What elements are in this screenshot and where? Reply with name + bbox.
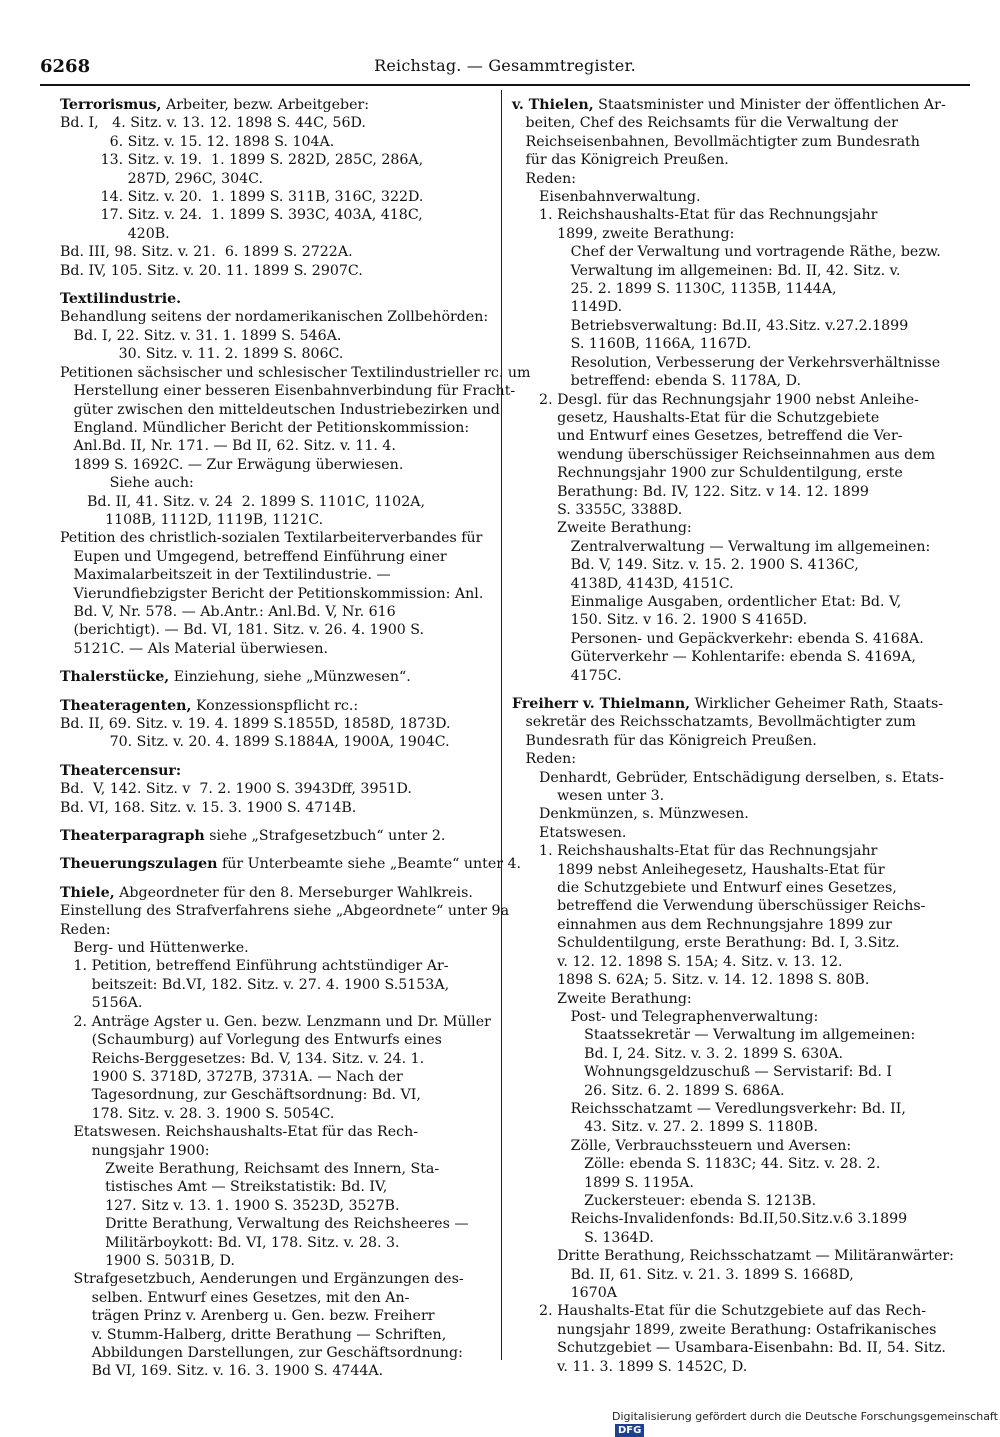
entry-text: 26. Sitz. 6. 2. 1899 S. 686A.	[512, 1082, 785, 1099]
entry-line	[60, 855, 522, 873]
entry-text: 5156A.	[60, 995, 143, 1012]
entry-text: 13. Sitz. v. 19. 1. 1899 S. 282D, 285C, 286A,	[60, 152, 424, 169]
entry-text: Anl.Bd. II, Nr. 171. — Bd II, 62. Sitz. v. 11. 4.	[60, 438, 396, 455]
entry-text: Petition des christlich-sozialen Textilarbeiterverbandes für	[60, 530, 483, 547]
entry-line	[60, 1362, 488, 1380]
entry-text: Zuckersteuer: ebenda S. 1213B.	[512, 1192, 817, 1209]
entry-keyword: Thalerstücke,	[60, 669, 170, 686]
entry-text: und Entwurf eines Gesetzes, betreffend die Ver-	[512, 428, 903, 445]
entry-text: güter zwischen den mitteldeutschen Industriebezirken und	[60, 401, 500, 418]
entry-line	[60, 188, 488, 206]
entry-keyword: Theaterparagraph	[60, 828, 205, 845]
entry-text: 1900 S. 5031B, D.	[60, 1252, 235, 1269]
entry-line	[60, 437, 488, 455]
entry-line	[60, 1289, 488, 1307]
entry-line	[60, 170, 488, 188]
entry-text: 1. Reichshaushalts-Etat für das Rechnungsjahr	[512, 843, 878, 860]
entry-text: 1670A	[512, 1285, 617, 1301]
entry-text: Abgeordneter für den 8. Merseburger Wahlkreis.	[114, 884, 473, 901]
entry-line	[512, 427, 974, 445]
entry-line	[512, 1118, 974, 1136]
entry-line	[60, 884, 488, 902]
right-column	[512, 96, 974, 1386]
entry-text: 2. Haushalts-Etat für die Schutzgebiete auf das Rech-	[512, 1303, 927, 1320]
entry-text: Güterverkehr — Kohlentarife: ebenda S. 4169A,	[512, 649, 916, 666]
entry-text: Bd. I, 4. Sitz. v. 13. 12. 1898 S. 44C, 56D.	[60, 115, 366, 132]
entry-line	[60, 780, 488, 798]
index-entry	[60, 697, 488, 752]
entry-text: nungsjahr 1900:	[60, 1142, 210, 1159]
index-entry	[60, 290, 531, 658]
entry-line	[512, 1155, 974, 1173]
entry-text: Maximalarbeitszeit in der Textilindustrie. —	[60, 567, 391, 584]
entry-line	[60, 1307, 488, 1325]
entry-keyword: Terrorismus,	[60, 97, 162, 113]
entry-line	[60, 1050, 488, 1068]
entry-line	[512, 96, 974, 114]
entry-line	[512, 206, 974, 224]
entry-line	[60, 762, 488, 780]
entry-text: England. Mündlicher Bericht der Petitionskommission:	[60, 419, 470, 436]
entry-text: Reichseisenbahnen, Bevollmächtigter zum Bundesrath	[512, 133, 920, 150]
entry-line	[60, 493, 488, 511]
entry-text: Bd. VI, 168. Sitz. v. 15. 3. 1900 S. 4714B.	[60, 799, 357, 816]
entry-text: Etatswesen.	[512, 824, 627, 841]
entry-line	[60, 262, 488, 280]
entry-text: Denkmünzen, s. Münzwesen.	[512, 806, 749, 823]
entry-text: Eupen und Umgegend, betreffend Einführung einer	[60, 548, 447, 565]
entry-line	[512, 695, 974, 713]
entry-line	[512, 335, 974, 353]
entry-line	[60, 133, 488, 151]
entry-line	[60, 827, 488, 845]
entry-text: Reden:	[60, 921, 111, 938]
entry-text: Bd. II, 61. Sitz. v. 21. 3. 1899 S. 1668D,	[512, 1266, 854, 1283]
entry-line	[512, 280, 974, 298]
entry-line	[512, 1137, 974, 1155]
entry-line	[60, 243, 488, 261]
entry-line	[60, 1197, 488, 1215]
entry-line	[512, 990, 974, 1008]
entry-text: v. 11. 3. 1899 S. 1452C, D.	[512, 1358, 748, 1375]
left-column	[60, 96, 531, 1391]
entry-line	[60, 902, 510, 920]
entry-line	[512, 133, 974, 151]
entry-line	[512, 354, 974, 372]
entry-line	[60, 345, 488, 363]
entry-line	[60, 419, 488, 437]
page-header	[40, 56, 970, 80]
entry-line	[60, 733, 488, 751]
entry-text: Reden:	[512, 751, 577, 768]
column-divider	[501, 90, 502, 1360]
entry-line	[512, 556, 974, 574]
entry-line	[512, 1266, 974, 1284]
entry-line	[60, 364, 531, 382]
entry-line	[512, 225, 974, 243]
entry-line	[512, 879, 974, 897]
entry-text: 17. Sitz. v. 24. 1. 1899 S. 393C, 403A, 418C,	[60, 207, 423, 224]
index-entry	[60, 884, 510, 1381]
index-entry	[60, 855, 522, 873]
entry-line	[512, 713, 974, 731]
entry-text: für das Königreich Preußen.	[512, 152, 729, 169]
entry-line	[512, 1284, 974, 1302]
entry-text: Reichsschatzamt — Veredlungsverkehr: Bd. II,	[512, 1100, 906, 1117]
index-entry	[512, 96, 974, 685]
entry-text: Post- und Telegraphenverwaltung:	[512, 1008, 819, 1025]
entry-text: Strafgesetzbuch, Aenderungen und Ergänzungen des-	[60, 1271, 464, 1288]
entry-line	[60, 939, 488, 957]
entry-line	[512, 1063, 974, 1081]
entry-text: 30. Sitz. v. 11. 2. 1899 S. 806C.	[60, 346, 344, 363]
entry-text: Bd. III, 98. Sitz. v. 21. 6. 1899 S. 2722A.	[60, 244, 353, 261]
entry-text: Reichs-Berggesetzes: Bd. V, 134. Sitz. v. 24. 1.	[60, 1050, 425, 1067]
entry-text: Zweite Berathung:	[512, 520, 692, 537]
entry-text: Einmalige Ausgaben, ordentlicher Etat: Bd. V,	[512, 593, 902, 610]
entry-text: Resolution, Verbesserung der Verkehrsverhältnisse	[512, 354, 941, 371]
entry-line	[512, 1192, 974, 1210]
entry-text: Arbeiter, bezw. Arbeitgeber:	[161, 97, 370, 113]
entry-line	[512, 151, 974, 169]
entry-text: Berathung: Bd. IV, 122. Sitz. v 14. 12. 1899	[512, 483, 869, 500]
entry-text: 1898 S. 62A; 5. Sitz. v. 14. 12. 1898 S. 80B.	[512, 972, 870, 989]
entry-line	[60, 621, 488, 639]
header-rule	[40, 84, 970, 86]
entry-text: Denhardt, Gebrüder, Entschädigung derselben, s. Etats-	[512, 769, 944, 786]
index-entry	[512, 695, 974, 1376]
entry-text: Verwaltung im allgemeinen: Bd. II, 42. Sitz. v.	[512, 262, 901, 279]
entry-text: Tagesordnung, zur Geschäftsordnung: Bd. VI,	[60, 1087, 421, 1104]
entry-text: Siehe auch:	[60, 475, 194, 492]
entry-text: S. 1160B, 1166A, 1167D.	[512, 336, 752, 353]
entry-line	[512, 934, 974, 952]
entry-line	[60, 474, 488, 492]
footer	[612, 1410, 1000, 1437]
entry-line	[512, 667, 974, 685]
entry-line	[60, 511, 488, 529]
entry-line	[60, 1123, 488, 1141]
entry-text: Bd. II, 41. Sitz. v. 24 2. 1899 S. 1101C, 1102A,	[60, 493, 425, 510]
entry-text: Staatsminister und Minister der öffentlichen Ar-	[593, 97, 946, 113]
entry-text: 1149D.	[512, 299, 623, 316]
entry-keyword: Textilindustrie.	[60, 291, 182, 308]
entry-text: wesen unter 3.	[512, 788, 665, 805]
entry-text: 420B.	[60, 225, 170, 242]
entry-line	[512, 1174, 974, 1192]
entry-text: nungsjahr 1899, zweite Berathung: Ostafrikanisches	[512, 1321, 937, 1338]
entry-line	[60, 668, 488, 686]
entry-line	[60, 290, 488, 308]
entry-line	[60, 548, 488, 566]
entry-text: Eisenbahnverwaltung.	[512, 189, 701, 206]
entry-text: (Schaumburg) auf Vorlegung des Entwurfs eines	[60, 1032, 442, 1049]
entry-text: Reichs-Invalidenfonds: Bd.II,50.Sitz.v.6 3.1899	[512, 1211, 908, 1228]
entry-text: 178. Sitz. v. 28. 3. 1900 S. 5054C.	[60, 1105, 335, 1122]
entry-text: 1899 S. 1692C. — Zur Erwägung überwiesen.	[60, 456, 404, 473]
entry-text: 4175C.	[512, 667, 622, 684]
entry-line	[60, 1086, 488, 1104]
entry-text: Einstellung des Strafverfahrens siehe „Abgeordnete“ unter 9a	[60, 903, 510, 920]
entry-keyword: Theatercensur:	[60, 762, 182, 779]
entry-text: 150. Sitz. v 16. 2. 1900 S 4165D.	[512, 612, 808, 629]
entry-line	[512, 446, 974, 464]
entry-text: Dritte Berathung, Verwaltung des Reichsheeres —	[60, 1216, 469, 1233]
entry-text: Herstellung einer besseren Eisenbahnverbindung für Fracht-	[60, 383, 516, 400]
entry-text: Rechnungsjahr 1900 zur Schuldentilgung, erste	[512, 465, 903, 482]
entry-line	[512, 916, 974, 934]
entry-text: S. 1364D.	[512, 1229, 654, 1246]
entry-line	[60, 1178, 488, 1196]
entry-line	[512, 787, 974, 805]
entry-line	[512, 805, 974, 823]
entry-text: Zweite Berathung:	[512, 990, 692, 1007]
entry-line	[60, 976, 488, 994]
entry-text: 5121C. — Als Material überwiesen.	[60, 640, 328, 657]
entry-line	[512, 1210, 974, 1228]
entry-text: Reden:	[512, 170, 577, 187]
entry-line	[512, 262, 974, 280]
entry-line	[60, 1013, 491, 1031]
entry-keyword: v. Thielen,	[512, 97, 594, 113]
entry-line	[512, 824, 974, 842]
entry-line	[60, 640, 488, 658]
entry-line	[512, 483, 974, 501]
entry-line	[60, 382, 516, 400]
entry-text: S. 3355C, 3388D.	[512, 501, 683, 518]
entry-line	[512, 1229, 974, 1247]
entry-line	[60, 206, 488, 224]
entry-line	[512, 953, 974, 971]
entry-text: 1900 S. 3718D, 3727B, 3731A. — Nach der	[60, 1068, 403, 1085]
entry-text: für Unterbeamte siehe „Beamte“ unter 4.	[217, 856, 522, 873]
entry-line	[60, 799, 488, 817]
entry-text: 70. Sitz. v. 20. 4. 1899 S.1884A, 1900A, 1904C.	[60, 734, 450, 751]
dfg-logo: DFG	[615, 1424, 644, 1437]
entry-text: Konzessionspflicht rc.:	[191, 697, 359, 714]
entry-line	[512, 593, 974, 611]
entry-line	[60, 1270, 488, 1288]
entry-text: Bd. V, Nr. 578. — Ab.Antr.: Anl.Bd. V, Nr. 616	[60, 603, 396, 620]
entry-text: 1899, zweite Berathung:	[512, 225, 735, 242]
entry-line	[512, 769, 974, 787]
entry-text: Zweite Berathung, Reichsamt des Innern, Sta-	[60, 1160, 440, 1177]
entry-text: 1108B, 1112D, 1119B, 1121C.	[60, 511, 324, 528]
entry-line	[512, 501, 974, 519]
entry-text: Bd. I, 22. Sitz. v. 31. 1. 1899 S. 546A.	[60, 327, 342, 344]
entry-text: wendung überschüssiger Reichseinnahmen aus dem	[512, 446, 936, 463]
running-title: Reichstag. — Gesammtregister.	[374, 56, 636, 75]
entry-line	[60, 1234, 488, 1252]
entry-line	[512, 630, 974, 648]
index-entry	[60, 668, 488, 686]
index-entry	[60, 827, 488, 845]
footer-text: Digitalisierung gefördert durch die Deutsche Forschungsgemeinschaft	[612, 1410, 998, 1423]
entry-line	[60, 1215, 488, 1233]
entry-line	[512, 1082, 974, 1100]
entry-text: Bd. IV, 105. Sitz. v. 20. 11. 1899 S. 2907C.	[60, 262, 363, 279]
entry-line	[512, 971, 974, 989]
index-entry	[60, 762, 488, 817]
entry-text: 43. Sitz. v. 27. 2. 1899 S. 1180B.	[512, 1119, 819, 1136]
entry-text: Dritte Berathung, Reichsschatzamt — Militäranwärter:	[512, 1248, 954, 1265]
entry-text: Bd. II, 69. Sitz. v. 19. 4. 1899 S.1855D, 1858D, 1873D.	[60, 716, 451, 732]
entry-text: betreffend: ebenda S. 1178A, D.	[512, 373, 802, 390]
entry-line	[60, 715, 488, 733]
entry-line	[60, 1160, 488, 1178]
entry-text: einnahmen aus dem Rechnungsjahre 1899 zur	[512, 916, 892, 933]
index-entry	[60, 96, 488, 280]
entry-text: Behandlung seitens der nordamerikanischen Zollbehörden:	[60, 309, 489, 326]
entry-line	[60, 529, 488, 547]
entry-text: 2. Anträge Agster u. Gen. bezw. Lenzmann und Dr. Müller	[60, 1013, 491, 1030]
entry-keyword: Theateragenten,	[60, 697, 192, 714]
entry-line	[60, 1031, 488, 1049]
entry-line	[60, 308, 488, 326]
entry-text: 1899 nebst Anleihegesetz, Haushalts-Etat für	[512, 861, 885, 878]
entry-text: Chef der Verwaltung und vortragende Räthe, bezw.	[512, 244, 941, 261]
entry-line	[512, 409, 974, 427]
entry-line	[512, 1358, 974, 1376]
entry-text: Zölle, Verbrauchssteuern und Aversen:	[512, 1137, 852, 1154]
entry-text: 1. Petition, betreffend Einführung achtstündiger Ar-	[60, 958, 449, 975]
entry-text: Staatssekretär — Verwaltung im allgemeinen:	[512, 1027, 916, 1044]
entry-text: 25. 2. 1899 S. 1130C, 1135B, 1144A,	[512, 281, 837, 298]
entry-text: Schutzgebiet — Usambara-Eisenbahn: Bd. II, 54. Sitz.	[512, 1340, 946, 1357]
entry-line	[60, 1344, 488, 1362]
entry-text: tistisches Amt — Streikstatistik: Bd. IV,	[60, 1179, 388, 1196]
entry-text: Bd. V, 142. Sitz. v 7. 2. 1900 S. 3943Dff, 3951D.	[60, 781, 412, 798]
entry-text: 127. Sitz v. 13. 1. 1900 S. 3523D, 3527B.	[60, 1197, 400, 1214]
entry-line	[60, 921, 488, 939]
entry-text: v. 12. 12. 1898 S. 15A; 4. Sitz. v. 13. 12.	[512, 953, 843, 970]
entry-text: Wohnungsgeldzuschuß — Servistarif: Bd. I	[512, 1064, 893, 1081]
entry-text: (berichtigt). — Bd. VI, 181. Sitz. v. 26. 4. 1900 S.	[60, 622, 424, 639]
entry-text: Betriebsverwaltung: Bd.II, 43.Sitz. v.27.2.1899	[512, 317, 909, 334]
entry-line	[60, 114, 488, 132]
entry-line	[60, 327, 488, 345]
entry-keyword: Freiherr v. Thielmann,	[512, 696, 691, 712]
entry-line	[512, 1321, 974, 1339]
entry-line	[60, 697, 488, 715]
entry-line	[512, 750, 974, 768]
entry-line	[60, 566, 488, 584]
entry-text: siehe „Strafgesetzbuch“ unter 2.	[204, 828, 446, 845]
entry-line	[512, 188, 974, 206]
entry-line	[512, 1302, 974, 1320]
entry-text: 2. Desgl. für das Rechnungsjahr 1900 nebst Anleihe-	[512, 391, 919, 408]
entry-line	[60, 456, 488, 474]
entry-text: Personen- und Gepäckverkehr: ebenda S. 4168A.	[512, 630, 924, 647]
entry-line	[60, 96, 488, 114]
entry-line	[512, 519, 974, 537]
entry-line	[512, 391, 974, 409]
entry-text: 6. Sitz. v. 15. 12. 1898 S. 104A.	[60, 133, 335, 150]
entry-text: 287D, 296C, 304C.	[60, 170, 264, 187]
entry-text: Zölle: ebenda S. 1183C; 44. Sitz. v. 28. 2.	[512, 1156, 881, 1173]
entry-text: Militärboykott: Bd. VI, 178. Sitz. v. 28. 3.	[60, 1234, 400, 1251]
entry-line	[512, 861, 974, 879]
entry-text: Zentralverwaltung — Verwaltung im allgemeinen:	[512, 538, 931, 555]
entry-text: v. Stumm-Halberg, dritte Berathung — Schriften,	[60, 1326, 447, 1343]
entry-text: beitszeit: Bd.VI, 182. Sitz. v. 27. 4. 1900 S.5153A,	[60, 976, 450, 993]
entry-line	[60, 1105, 488, 1123]
entry-text: Petitionen sächsischer und schlesischer Textilindustrieller rc. um	[60, 364, 531, 381]
entry-line	[512, 575, 974, 593]
entry-line	[512, 1100, 974, 1118]
entry-text: 14. Sitz. v. 20. 1. 1899 S. 311B, 316C, 322D.	[60, 189, 424, 206]
entry-line	[512, 114, 974, 132]
entry-text: Einziehung, siehe „Münzwesen“.	[169, 669, 411, 686]
entry-line	[60, 401, 500, 419]
entry-text: Wirklicher Geheimer Rath, Staats-	[690, 696, 944, 712]
entry-line	[512, 732, 974, 750]
entry-line	[512, 1026, 974, 1044]
entry-line	[512, 170, 974, 188]
entry-line	[512, 897, 974, 915]
entry-text: Berg- und Hüttenwerke.	[60, 940, 249, 957]
entry-text: sekretär des Reichsschatzamts, Bevollmächtigter zum	[512, 714, 916, 731]
entry-text: trägen Prinz v. Arenberg u. Gen. bezw. Freiherr	[60, 1308, 435, 1325]
entry-line	[60, 151, 488, 169]
entry-text: gesetz, Haushalts-Etat für die Schutzgebiete	[512, 409, 880, 426]
entry-line	[512, 298, 974, 316]
entry-text: Schuldentilgung, erste Berathung: Bd. I, 3.Sitz.	[512, 935, 900, 952]
entry-text: Bd VI, 169. Sitz. v. 16. 3. 1900 S. 4744A.	[60, 1363, 384, 1380]
entry-line	[512, 1045, 974, 1063]
entry-text: Bd. I, 24. Sitz. v. 3. 2. 1899 S. 630A.	[512, 1045, 843, 1062]
entry-text: 1899 S. 1195A.	[512, 1174, 694, 1191]
page-number: 6268	[40, 56, 91, 77]
entry-text: Bundesrath für das Königreich Preußen.	[512, 732, 817, 749]
entry-line	[512, 538, 974, 556]
entry-line	[60, 1068, 488, 1086]
entry-text: Etatswesen. Reichshaushalts-Etat für das Rech-	[60, 1124, 418, 1141]
entry-line	[512, 1008, 974, 1026]
entry-text: selben. Entwurf eines Gesetzes, mit den An-	[60, 1289, 410, 1306]
entry-line	[60, 585, 488, 603]
entry-line	[512, 842, 974, 860]
entry-line	[512, 243, 974, 261]
entry-text: Bd. V, 149. Sitz. v. 15. 2. 1900 S. 4136C,	[512, 557, 859, 574]
entry-line	[512, 464, 974, 482]
entry-text: beiten, Chef des Reichsamts für die Verwaltung der	[512, 115, 898, 132]
entry-text: 1. Reichshaushalts-Etat für das Rechnungsjahr	[512, 207, 878, 224]
entry-line	[60, 1142, 488, 1160]
entry-line	[512, 648, 974, 666]
entry-text: Abbildungen Darstellungen, zur Geschäftsordnung:	[60, 1345, 463, 1361]
entry-line	[60, 957, 488, 975]
entry-line	[60, 225, 488, 243]
entry-line	[60, 603, 488, 621]
entry-line	[60, 1252, 488, 1270]
entry-text: die Schutzgebiete und Entwurf eines Gesetzes,	[512, 880, 897, 897]
entry-line	[512, 317, 974, 335]
entry-keyword: Theuerungszulagen	[60, 856, 218, 873]
entry-text: 4138D, 4143D, 4151C.	[512, 575, 734, 592]
entry-line	[512, 1247, 974, 1265]
entry-text: Vierundfiebzigster Bericht der Petitionskommission: Anl.	[60, 585, 484, 602]
entry-line	[512, 1339, 974, 1357]
entry-line	[512, 611, 974, 629]
entry-keyword: Thiele,	[60, 884, 115, 901]
entry-text: betreffend die Verwendung überschüssiger Reichs-	[512, 898, 926, 915]
entry-line	[60, 1326, 488, 1344]
entry-line	[60, 994, 488, 1012]
entry-line	[512, 372, 974, 390]
